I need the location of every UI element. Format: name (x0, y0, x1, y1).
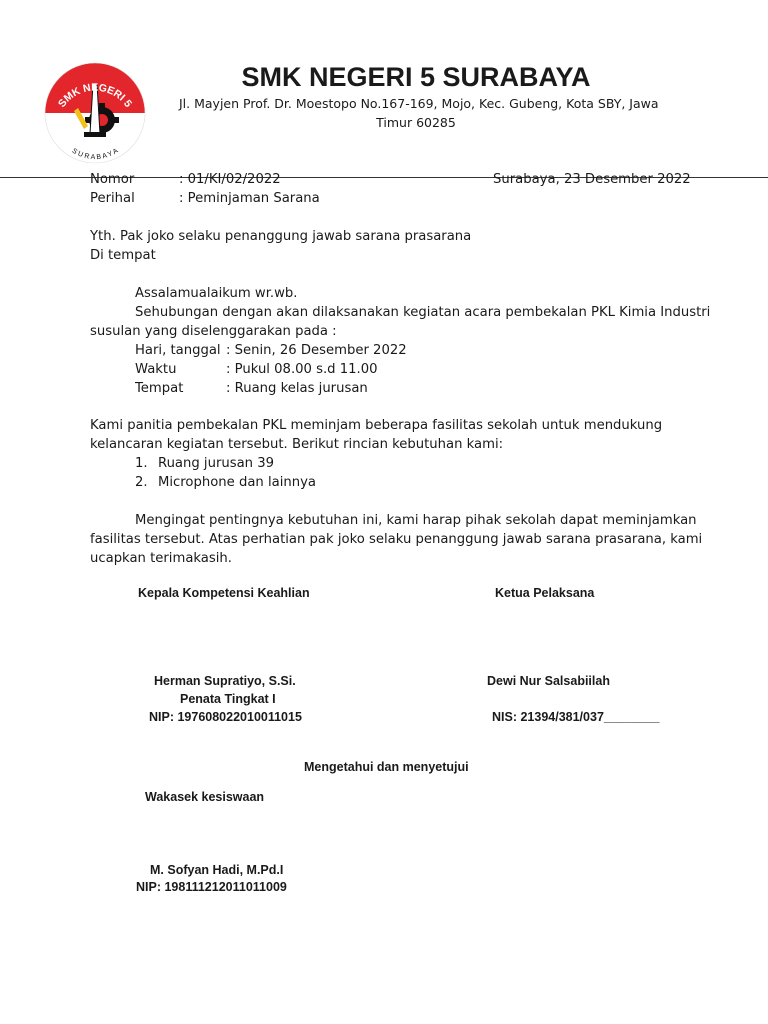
closing-line-3: ucapkan terimakasih. (90, 551, 232, 566)
recipient-line-1: Yth. Pak joko selaku penanggung jawab sarana prasarana (90, 229, 472, 244)
right-signatory-nis: NIS: 21394/381/037________ (492, 710, 660, 724)
left-signatory-name: Herman Supratiyo, S.Si. (154, 674, 296, 688)
request-line-2: kelancaran kegiatan tersebut. Berikut rincian kebutuhan kami: (90, 437, 504, 452)
request-line-1: Kami panitia pembekalan PKL meminjam beberapa fasilitas sekolah untuk mendukung (90, 418, 663, 433)
perihal-value: : Peminjaman Sarana (179, 191, 320, 206)
closing-line-2: fasilitas tersebut. Atas perhatian pak joko selaku penanggung jawab sarana prasarana, kami (90, 532, 703, 547)
right-signatory-title: Ketua Pelaksana (495, 586, 595, 600)
list-item-1-number: 1. (135, 456, 148, 471)
intro-line-2: susulan yang diselenggarakan pada : (90, 324, 337, 339)
left-signatory-rank: Penata Tingkat I (180, 692, 276, 706)
closing-line-1: Mengingat pentingnya kebutuhan ini, kami harap pihak sekolah dapat meminjamkan (135, 513, 697, 528)
greeting: Assalamualaikum wr.wb. (135, 286, 298, 301)
nomor-label: Nomor (90, 172, 135, 187)
detail-label-day: Hari, tanggal (135, 343, 221, 358)
approval-heading: Mengetahui dan menyetujui (304, 760, 469, 774)
left-signatory-title: Kepala Kompetensi Keahlian (138, 586, 310, 600)
detail-value-time: : Pukul 08.00 s.d 11.00 (226, 362, 378, 377)
list-item-1-text: Ruang jurusan 39 (158, 456, 275, 471)
detail-value-place: : Ruang kelas jurusan (226, 381, 368, 396)
detail-label-place: Tempat (135, 381, 184, 396)
logo-bottom-text: S U R A B A Y A (70, 147, 120, 162)
list-item-2-text: Microphone dan lainnya (158, 475, 316, 490)
logo-top-text: SMK NEGERI 5 (55, 81, 135, 110)
address-line-2: Timur 60285 (376, 115, 456, 130)
detail-value-day: : Senin, 26 Desember 2022 (226, 343, 407, 358)
school-name: SMK NEGERI 5 SURABAYA (241, 62, 591, 92)
address-line-1: Jl. Mayjen Prof. Dr. Moestopo No.167-169, Mojo, Kec. Gubeng, Kota SBY, Jawa (179, 96, 659, 111)
approver-nip: NIP: 198111212011011009 (136, 880, 287, 894)
recipient-line-2: Di tempat (90, 248, 156, 263)
left-signatory-nip: NIP: 197608022010011015 (149, 710, 302, 724)
intro-line-1: Sehubungan dengan akan dilaksanakan kegiatan acara pembekalan PKL Kimia Industri (135, 305, 711, 320)
detail-label-time: Waktu (135, 362, 177, 377)
right-signatory-name: Dewi Nur Salsabiilah (487, 674, 610, 688)
place-date: Surabaya, 23 Desember 2022 (493, 172, 691, 187)
perihal-label: Perihal (90, 191, 135, 206)
list-item-2-number: 2. (135, 475, 148, 490)
approver-title: Wakasek kesiswaan (145, 790, 265, 804)
approver-name: M. Sofyan Hadi, M.Pd.I (150, 863, 284, 877)
nomor-value: : 01/KI/02/2022 (179, 172, 281, 187)
